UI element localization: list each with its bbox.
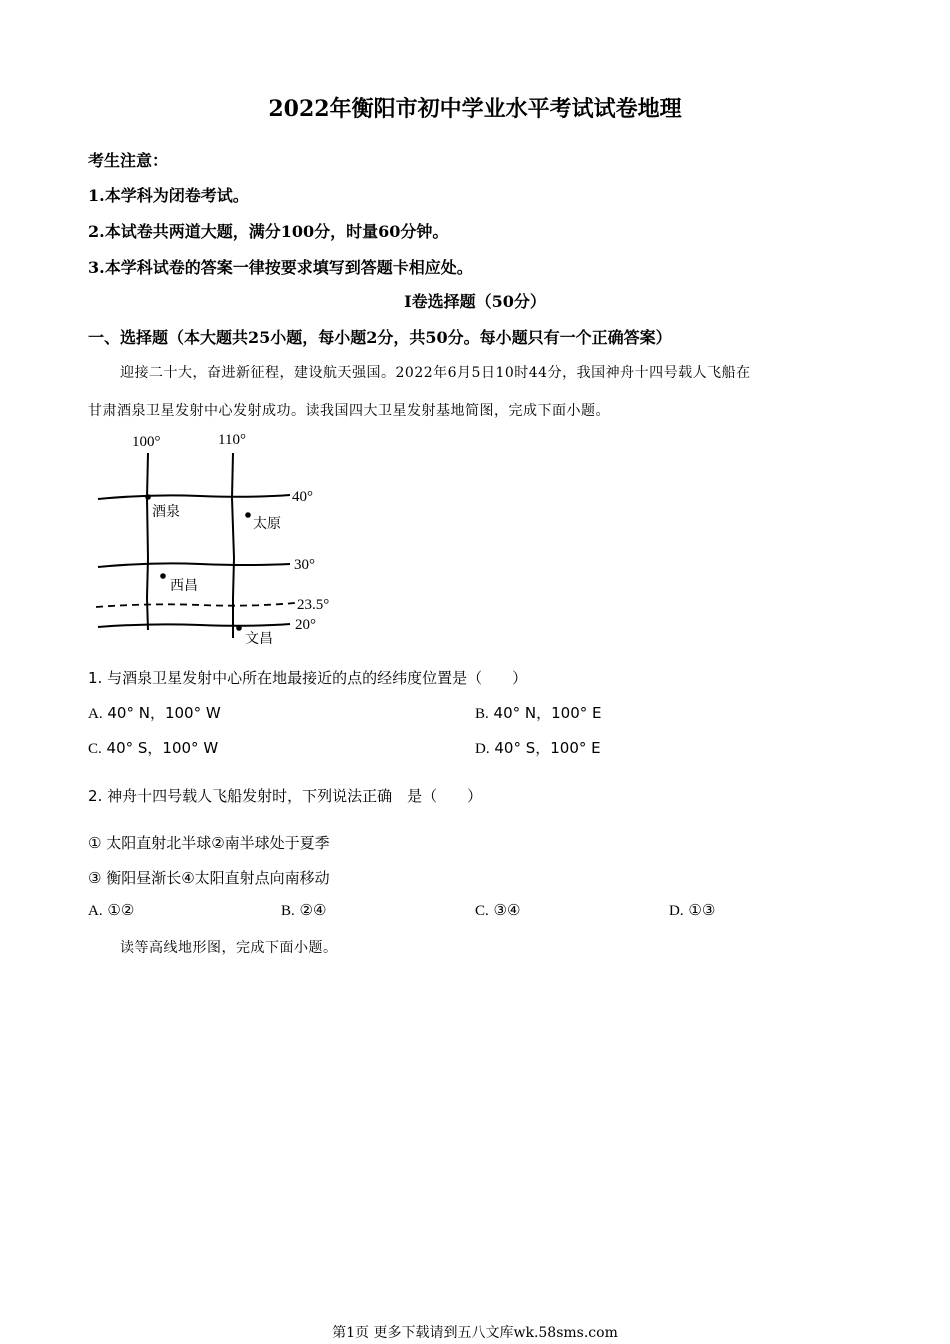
part-title: 一、选择题（本大题共25小题，每小题2分，共50分。每小题只有一个正确答案） [88,328,672,347]
option-letter: D. [475,741,490,757]
option-letter: D. [669,903,684,919]
notice-item-1: 1.本学科为闭卷考试。 [88,186,249,205]
option-letter: C. [475,903,489,919]
site-label-jiuquan: 酒泉 [152,504,180,520]
latitude-label-30: 30° [294,557,315,573]
longitude-label-100: 100° [132,434,161,450]
site-label-taiyuan: 太原 [253,516,281,532]
option-letter: B. [281,903,295,919]
intro-contour-map: 读等高线地形图，完成下面小题。 [120,940,338,956]
question-2-statement-2: ③ 衡阳昼渐长④太阳直射点向南移动 [88,869,330,887]
site-label-wenchang: 文昌 [245,631,273,647]
option-text: ③④ [493,901,521,919]
question-2-stem: 2. 神舟十四号载人飞船发射时，下列说法正确 是（ ） [88,787,483,805]
option-letter: B. [475,706,489,722]
option-letter: C. [88,741,102,757]
intro-line-1: 迎接二十大，奋进新征程，建设航天强国。2022年6月5日10时44分，我国神舟十四号载人飞船在 [120,365,751,381]
notice-item-2: 2.本试卷共两道大题，满分100分，时量60分钟。 [88,222,449,241]
option-letter: A. [88,706,103,722]
question-1-option-d [475,737,601,758]
option-text: 40° S，100° E [494,739,601,757]
site-dot-jiuquan [145,494,151,500]
question-1-stem: 1. 与酒泉卫星发射中心所在地最接近的点的经纬度位置是（ ） [88,669,528,687]
intro-line-2: 甘肃酒泉卫星发射中心发射成功。读我国四大卫星发射基地简图，完成下面小题。 [88,403,610,419]
section-title: I卷选择题（50分） [404,292,546,311]
question-2-option-a [88,901,134,920]
site-dot-taiyuan [245,512,251,518]
option-text: ①② [107,901,135,919]
latitude-label-40: 40° [292,489,313,505]
question-2-option-b [281,901,326,920]
question-1-option-c [88,737,218,758]
launch-sites-map [90,428,340,650]
site-dot-wenchang [236,625,242,631]
question-2-option-c [475,901,520,920]
notice-item-3: 3.本学科试卷的答案一律按要求填写到答题卡相应处。 [88,258,473,277]
question-1-option-a [88,702,221,723]
option-text: ②④ [299,901,327,919]
latitude-label-23-5: 23.5° [297,597,330,613]
option-text: ①③ [688,901,716,919]
site-dot-xichang [160,573,166,579]
site-label-xichang: 西昌 [170,578,198,594]
option-text: 40° N，100° E [493,704,602,722]
option-letter: A. [88,903,103,919]
notice-heading: 考生注意： [88,151,169,170]
option-text: 40° N，100° W [107,704,221,722]
page-footer: 第1页 更多下载请到五八文库wk.58sms.com [332,1325,618,1341]
question-2-option-d [669,901,715,920]
option-text: 40° S，100° W [106,739,219,757]
question-2-statement-1: ① 太阳直射北半球②南半球处于夏季 [88,834,330,852]
question-1-option-b [475,702,602,723]
page-title: 2022年衡阳市初中学业水平考试试卷地理 [268,96,682,122]
longitude-label-110: 110° [218,432,246,448]
latitude-label-20: 20° [295,617,316,633]
